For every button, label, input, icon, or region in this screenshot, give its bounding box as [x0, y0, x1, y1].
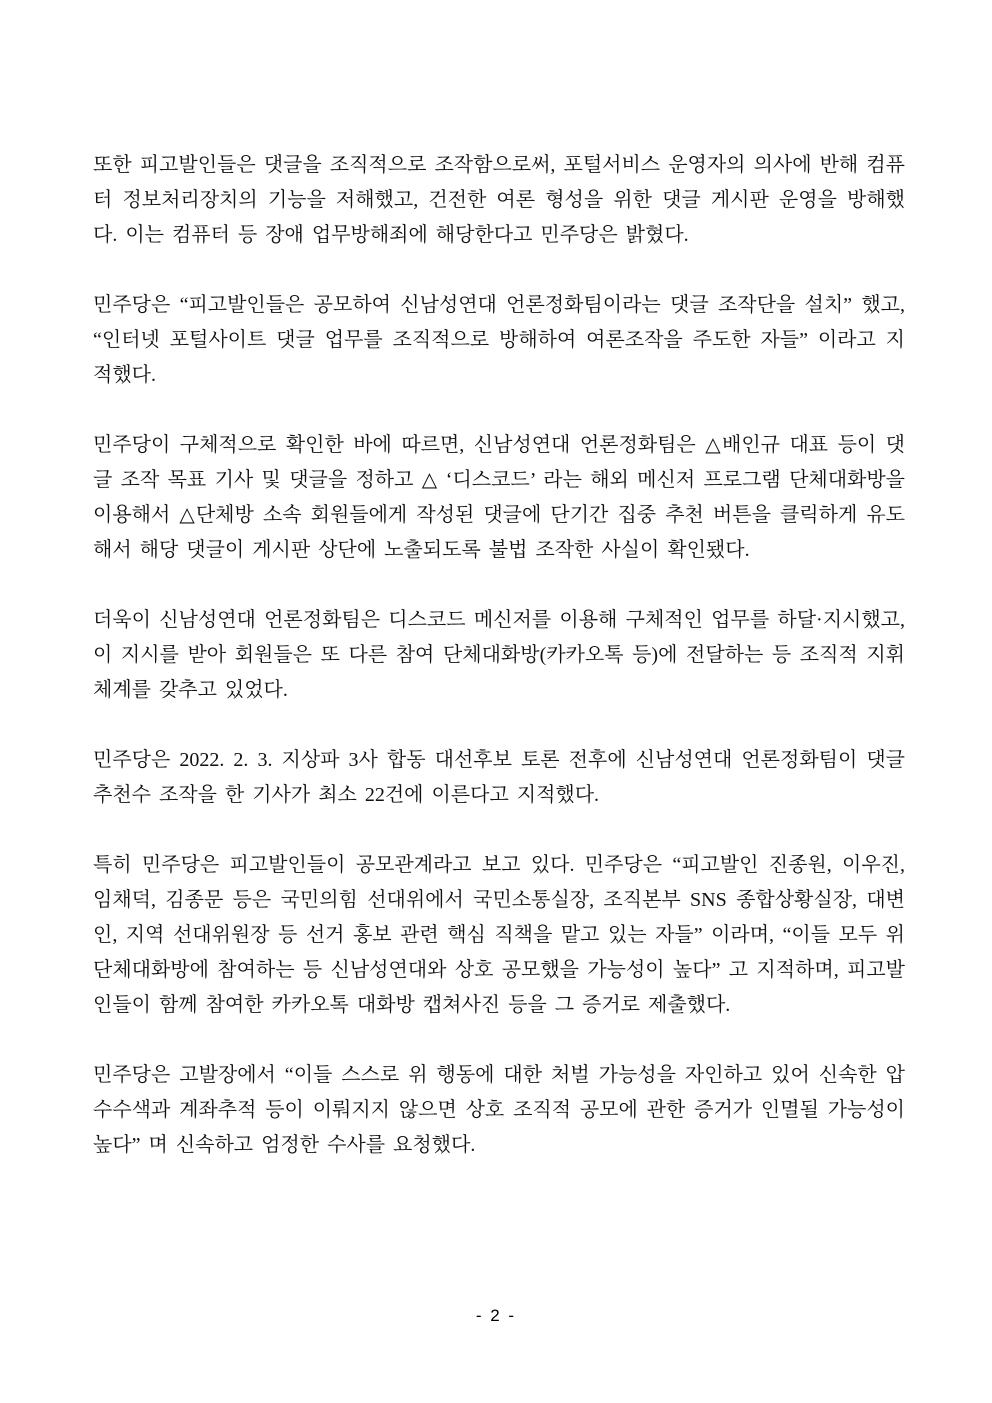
paragraph-2: 민주당은 “피고발인들은 공모하여 신남성연대 언론정화팀이라는 댓글 조작단을 설치” 했고, “인터넷 포털사이트 댓글 업무를 조직적으로 방해하여 여론조작을 주도한 자들” 이라고 지적했다.: [93, 294, 905, 386]
page-number: - 2 -: [475, 1306, 517, 1325]
paragraph-4: 더욱이 신남성연대 언론정화팀은 디스코드 메신저를 이용해 구체적인 업무를 하달·지시했고, 이 지시를 받아 회원들은 또 다른 참여 단체대화방(카카오톡 등)에 전달하는 등 조직적 지휘 체계를 갖추고 있었다.: [93, 609, 905, 701]
paragraph-5: 민주당은 2022. 2. 3. 지상파 3사 합동 대선후보 토론 전후에 신남성연대 언론정화팀이 댓글 추천수 조작을 한 기사가 최소 22건에 이른다고 지적했다.: [93, 749, 905, 806]
paragraph-3: 민주당이 구체적으로 확인한 바에 따르면, 신남성연대 언론정화팀은 △배인규 대표 등이 댓글 조작 목표 기사 및 댓글을 정하고 △ ‘디스코드’ 라는 해외 메신저 프로그램 단체대화방을 이용해서 △단체방 소속 회원들에게 작성된 댓글에 단기간 집중 추천 버튼을 클릭하게 유도해서 해당 댓글이 게시판 상단에 노출되도록 불법 조작한 사실이 확인됐다.: [93, 434, 905, 561]
document-body: [93, 148, 905, 1163]
paragraph-7: 민주당은 고발장에서 “이들 스스로 위 행동에 대한 처벌 가능성을 자인하고 있어 신속한 압수수색과 계좌추적 등이 이뤄지지 않으면 상호 조직적 공모에 관한 증거가 인멸될 가능성이 높다” 며 신속하고 엄정한 수사를 요청했다.: [93, 1064, 905, 1156]
paragraph-1: 또한 피고발인들은 댓글을 조직적으로 조작함으로써, 포털서비스 운영자의 의사에 반해 컴퓨터 정보처리장치의 기능을 저해했고, 건전한 여론 형성을 위한 댓글 게시판 운영을 방해했다. 이는 컴퓨터 등 장애 업무방해죄에 해당한다고 민주당은 밝혔다.: [93, 154, 905, 246]
paragraph-6: 특히 민주당은 피고발인들이 공모관계라고 보고 있다. 민주당은 “피고발인 진종원, 이우진, 임채덕, 김종문 등은 국민의힘 선대위에서 국민소통실장, 조직본부 SNS 종합상황실장, 대변인, 지역 선대위원장 등 선거 홍보 관련 핵심 직책을 맡고 있는 자들” 이라며, “이들 모두 위 단체대화방에 참여하는 등 신남성연대와 상호 공모했을 가능성이 높다” 고 지적하며, 피고발인들이 함께 참여한 카카오톡 대화방 캡쳐사진 등을 그 증거로 제출했다.: [93, 854, 905, 1016]
